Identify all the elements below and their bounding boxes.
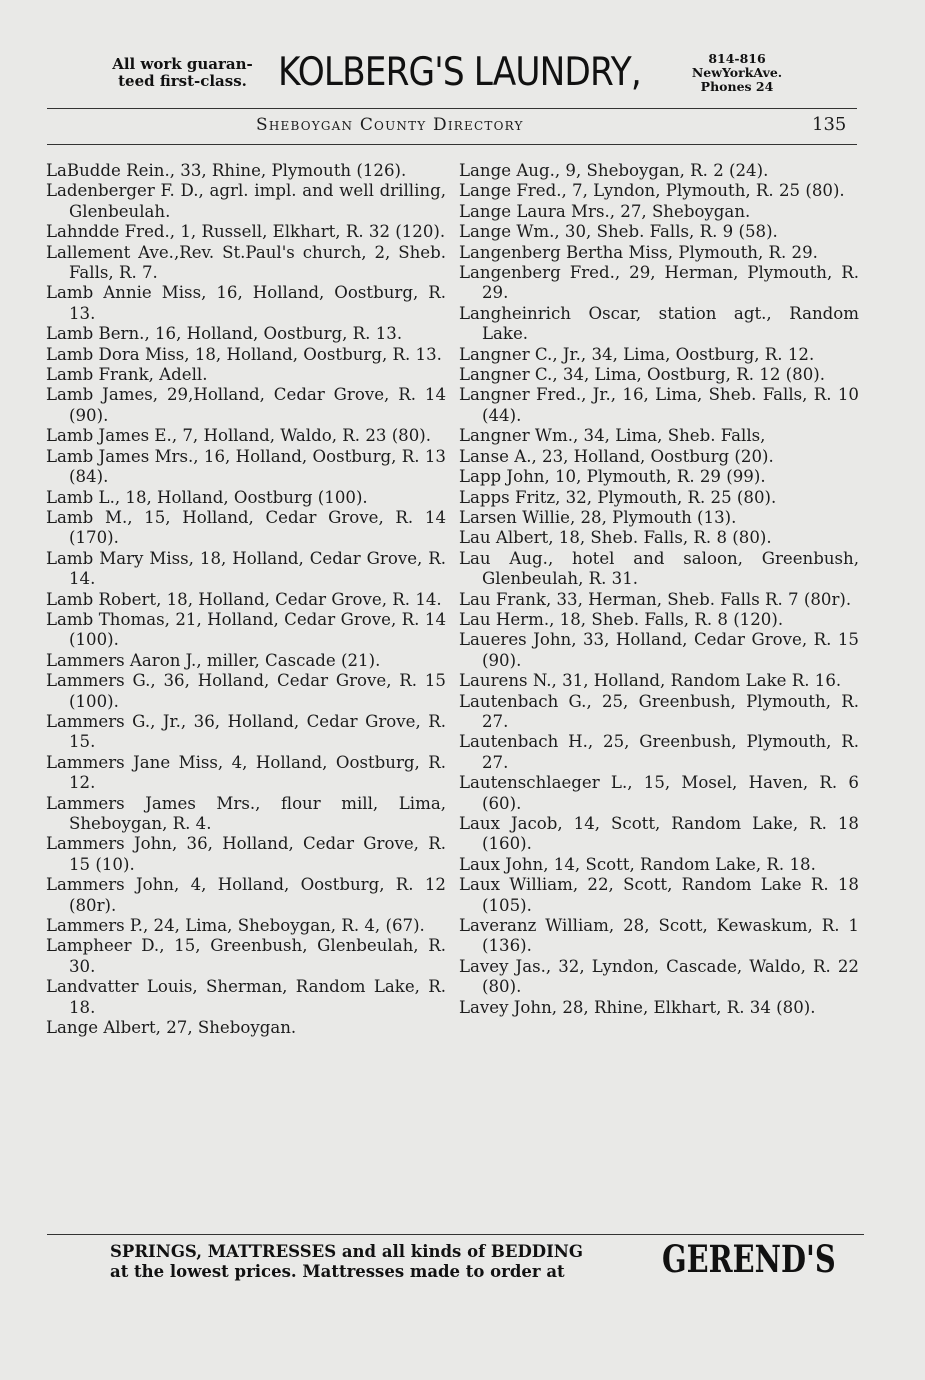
address-line-3: Phones 24	[700, 79, 774, 94]
directory-entry: Langner Fred., Jr., 16, Lima, Sheb. Falls, R. 10 (44).	[459, 385, 859, 425]
directory-entry: Langner C., Jr., 34, Lima, Oostburg, R. 12.	[459, 344, 815, 364]
directory-entry: Laux William, 22, Scott, Random Lake R. 18 (105).	[459, 875, 859, 915]
guarantee-text	[95, 56, 270, 90]
directory-entry: Lammers P., 24, Lima, Sheboygan, R. 4, (67).	[46, 916, 425, 936]
directory-entry: Lamb James, 29,Holland, Cedar Grove, R. 14 (90).	[46, 385, 446, 425]
directory-entry: Lammers John, 36, Holland, Cedar Grove, R. 15 (10).	[46, 834, 446, 874]
directory-entry: Lamb Robert, 18, Holland, Cedar Grove, R. 14.	[46, 589, 442, 609]
directory-entry: Lanse A., 23, Holland, Oostburg (20).	[459, 446, 774, 466]
directory-entry: Lange Fred., 7, Lyndon, Plymouth, R. 25 (80).	[459, 181, 845, 201]
directory-entry: Laux John, 14, Scott, Random Lake, R. 18.	[459, 854, 816, 874]
guarantee-line-2: teed first-class.	[118, 72, 247, 90]
directory-entry: Lavey John, 28, Rhine, Elkhart, R. 34 (80).	[459, 997, 816, 1017]
directory-entry: Laux Jacob, 14, Scott, Random Lake, R. 18 (160).	[459, 814, 859, 854]
directory-entry: Lammers G., 36, Holland, Cedar Grove, R. 15 (100).	[46, 671, 446, 711]
directory-entry: Lamb M., 15, Holland, Cedar Grove, R. 14 (170).	[46, 507, 446, 548]
directory-entry: LaBudde Rein., 33, Rhine, Plymouth (126).	[46, 161, 407, 180]
directory-entry: Lavey Jas., 32, Lyndon, Cascade, Waldo, R. 22 (80).	[459, 956, 859, 997]
laundry-advertisement	[95, 50, 805, 102]
directory-entry: Langner C., 34, Lima, Oostburg, R. 12 (80).	[459, 365, 825, 385]
directory-entry: Lange Laura Mrs., 27, Sheboygan.	[459, 201, 751, 221]
directory-entry: Lapps Fritz, 32, Plymouth, R. 25 (80).	[459, 487, 777, 507]
directory-entry: Lammers Jane Miss, 4, Holland, Oostburg, R. 12.	[46, 752, 446, 793]
directory-entry: Lamb Thomas, 21, Holland, Cedar Grove, R. 14 (100).	[46, 609, 446, 650]
right-column	[459, 161, 859, 1018]
directory-entry: Lampheer D., 15, Greenbush, Glenbeulah, R. 30.	[46, 936, 446, 976]
page-number: 135	[812, 114, 847, 135]
directory-entry: Larsen Willie, 28, Plymouth (13).	[459, 507, 737, 527]
directory-entry: Lapp John, 10, Plymouth, R. 29 (99).	[459, 467, 766, 487]
directory-entry: Lautenschlaeger L., 15, Mosel, Haven, R. 6 (60).	[459, 773, 859, 813]
directory-entry: Langner Wm., 34, Lima, Sheb. Falls,	[459, 426, 766, 446]
directory-entry: Lange Wm., 30, Sheb. Falls, R. 9 (58).	[459, 222, 778, 242]
directory-entry: Lamb James Mrs., 16, Holland, Oostburg, R. 13 (84).	[46, 446, 446, 487]
directory-entry: Lautenbach H., 25, Greenbush, Plymouth, R. 27.	[459, 732, 859, 772]
directory-entry: Landvatter Louis, Sherman, Random Lake, R. 18.	[46, 977, 446, 1017]
address-line-2: NewYorkAve.	[691, 65, 783, 80]
directory-entry: Lau Aug., hotel and saloon, Greenbush, Glenbeulah, R. 31.	[459, 548, 859, 589]
directory-entry: Lammers John, 4, Holland, Oostburg, R. 12 (80r).	[46, 875, 446, 915]
directory-entry: Lamb Bern., 16, Holland, Oostburg, R. 13.	[46, 324, 403, 344]
directory-entry: Lau Frank, 33, Herman, Sheb. Falls R. 7 (80r).	[459, 589, 852, 609]
ad-line-1: SPRINGS, MATTRESSES and all kinds of BEDDING	[110, 1242, 583, 1261]
directory-entry: Lahndde Fred., 1, Russell, Elkhart, R. 32 (120).	[46, 222, 446, 242]
guarantee-line-1: All work guaran-	[112, 55, 253, 73]
page-title: Sheboygan County Directory	[256, 115, 524, 135]
directory-entry: Lammers James Mrs., flour mill, Lima, Sheboygan, R. 4.	[46, 793, 446, 833]
directory-entry: Langheinrich Oscar, station agt., Random Lake.	[459, 303, 859, 344]
directory-entry: Laueres John, 33, Holland, Cedar Grove, R. 15 (90).	[459, 630, 859, 670]
directory-entry: Langenberg Bertha Miss, Plymouth, R. 29.	[459, 242, 818, 262]
directory-entry: Lau Albert, 18, Sheb. Falls, R. 8 (80).	[459, 528, 772, 548]
directory-entry: Laurens N., 31, Holland, Random Lake R. 16.	[459, 671, 842, 691]
gerends-brand: GEREND'S	[662, 1237, 836, 1281]
directory-entry: Lamb L., 18, Holland, Oostburg (100).	[46, 487, 368, 507]
directory-entry: Laveranz William, 28, Scott, Kewaskum, R. 1 (136).	[459, 916, 859, 956]
laundry-brand-name: KOLBERG'S LAUNDRY,	[278, 50, 641, 95]
directory-entry: Lamb Mary Miss, 18, Holland, Cedar Grove, R. 14.	[46, 548, 446, 589]
header-rule-top	[47, 108, 857, 109]
directory-entry: Lallement Ave.,Rev. St.Paul's church, 2, Sheb. Falls, R. 7.	[46, 242, 446, 283]
directory-entry: Lamb Dora Miss, 18, Holland, Oostburg, R. 13.	[46, 344, 442, 364]
directory-entry: Langenberg Fred., 29, Herman, Plymouth, R. 29.	[459, 263, 859, 303]
directory-entry: Lamb James E., 7, Holland, Waldo, R. 23 (80).	[46, 426, 432, 446]
bedding-advertisement	[110, 1242, 670, 1282]
directory-entry: Lange Aug., 9, Sheboygan, R. 2 (24).	[459, 161, 769, 180]
header-rule-bottom	[47, 144, 857, 145]
directory-entry: Ladenberger F. D., agrl. impl. and well drilling, Glenbeulah.	[46, 181, 446, 221]
directory-entry: Lautenbach G., 25, Greenbush, Plymouth, R. 27.	[459, 691, 859, 731]
address-line-1: 814-816	[708, 51, 766, 66]
directory-entry: Lau Herm., 18, Sheb. Falls, R. 8 (120).	[459, 609, 784, 629]
directory-entry: Lammers Aaron J., miller, Cascade (21).	[46, 650, 381, 670]
left-column	[46, 161, 446, 1038]
directory-entry: Lamb Frank, Adell.	[46, 365, 208, 385]
directory-entry: Lange Albert, 27, Sheboygan.	[46, 1018, 297, 1038]
directory-entry: Lamb Annie Miss, 16, Holland, Oostburg, R. 13.	[46, 283, 446, 323]
ad-line-2: at the lowest prices. Mattresses made to order at	[110, 1262, 565, 1281]
directory-entry: Lammers G., Jr., 36, Holland, Cedar Grove, R. 15.	[46, 711, 446, 752]
laundry-address	[673, 52, 801, 94]
